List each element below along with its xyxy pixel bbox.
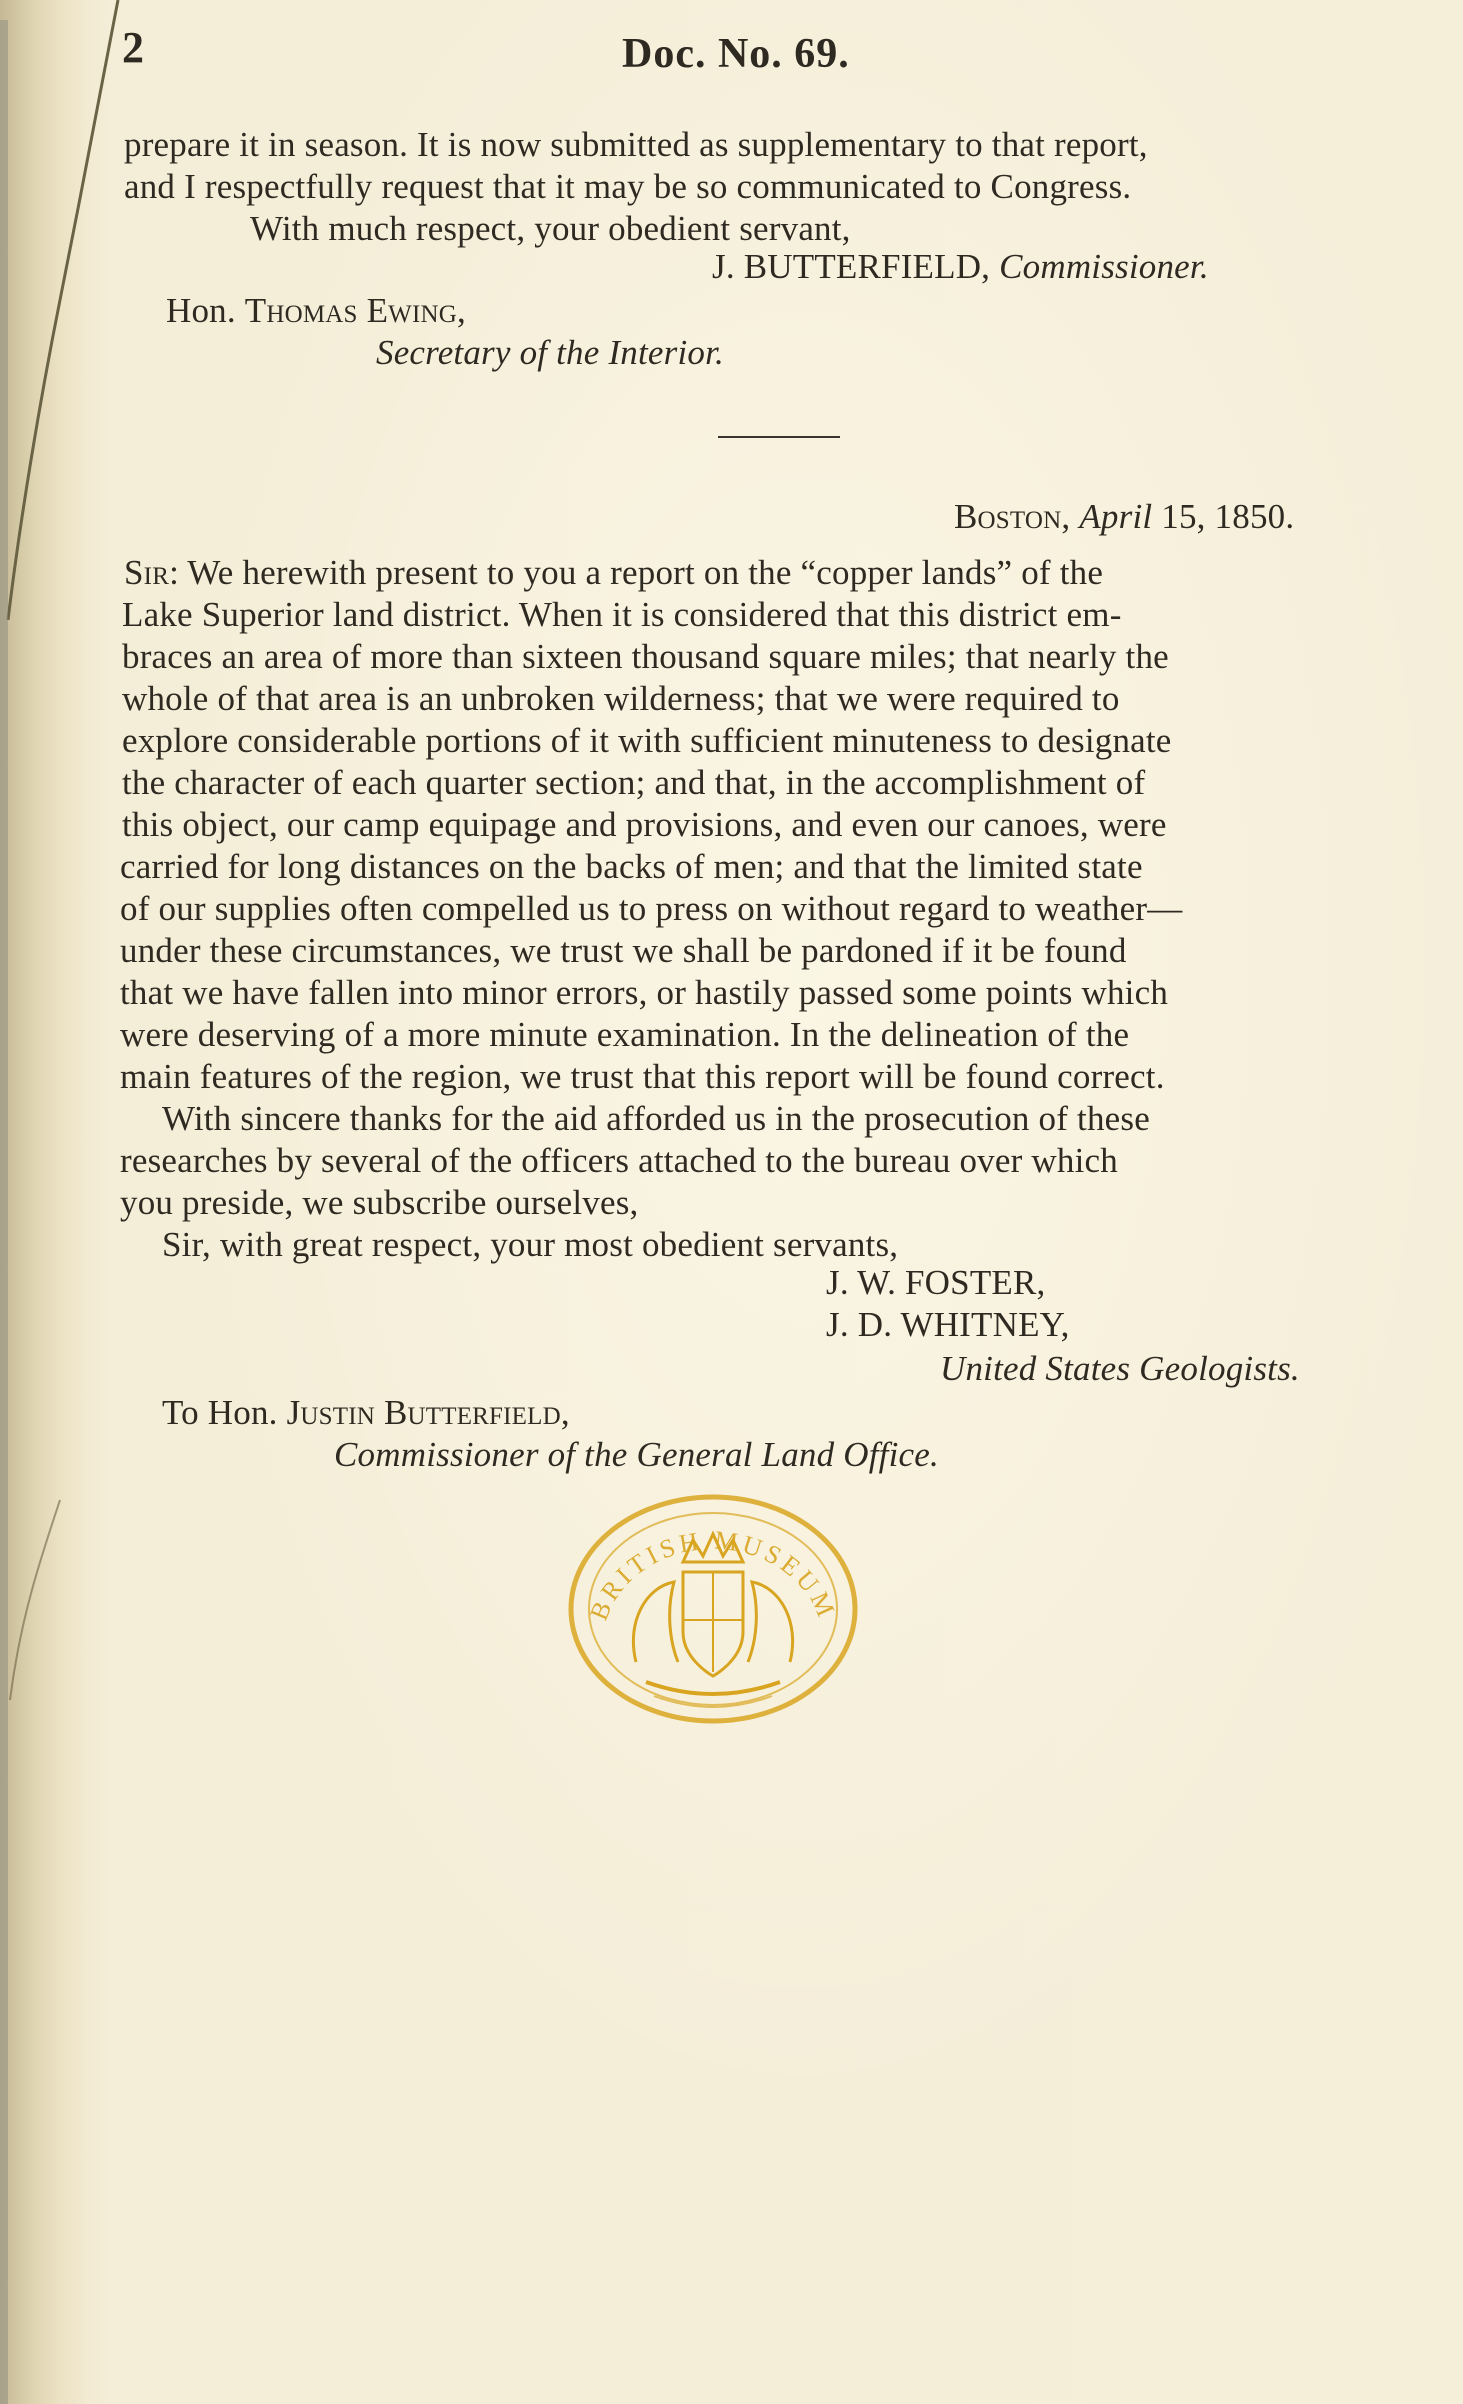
addressee-prefix: To Hon. <box>162 1393 278 1432</box>
letter-2-line-15: researches by several of the officers attached to the bureau over which <box>120 1141 1118 1180</box>
body-line: We herewith present to you a report on the “copper lands” of the <box>187 553 1104 592</box>
letter-1-signature <box>712 246 1209 288</box>
salutation: Sir: <box>124 553 179 592</box>
letter-1-line-1: prepare it in season. It is now submitted as supplementary to that report, <box>124 125 1148 164</box>
addressee-name: Justin Butterfield, <box>286 1393 570 1432</box>
addressee-title-2: of the <box>519 333 600 372</box>
letter-1-addressee <box>166 290 466 332</box>
letter-2-line-8: carried for long distances on the backs of men; and that the limited state <box>120 847 1143 886</box>
letter-2-line-9: of our supplies often compelled us to press on without regard to weather— <box>120 889 1183 928</box>
addressee-title-3: Interior. <box>608 333 725 372</box>
signature-title: Commissioner. <box>999 247 1209 286</box>
letter-2-line-7: this object, our camp equipage and provisions, and even our canoes, were <box>122 805 1167 844</box>
letter-2-line-12: were deserving of a more minute examination. In the delineation of the <box>120 1015 1130 1054</box>
letter-1-line-2: and I respectfully request that it may be so communicated to Congress. <box>124 167 1132 206</box>
svg-text:BRITISH MUSEUM: BRITISH MUSEUM <box>584 1525 842 1625</box>
page-fold <box>0 0 120 2404</box>
letter-2-line-4: whole of that area is an unbroken wilderness; that we were required to <box>122 679 1120 718</box>
letter-2-line-5: explore considerable portions of it with sufficient minuteness to designate <box>122 721 1172 760</box>
page-number: 2 <box>122 23 144 72</box>
addressee-name: Thomas Ewing, <box>244 291 466 330</box>
letter-2-line-1 <box>124 552 1103 594</box>
letter-2-line-10: under these circumstances, we trust we shall be pardoned if it be found <box>120 931 1127 970</box>
addressee-title-3: General Land Office. <box>636 1435 939 1474</box>
letter-2-addressee-title <box>334 1434 939 1476</box>
place: Boston, <box>954 497 1071 536</box>
date-month: April <box>1079 497 1153 536</box>
signer-2: J. D. WHITNEY, <box>826 1305 1070 1344</box>
letter-2-line-3: braces an area of more than sixteen thousand square miles; that nearly the <box>122 637 1169 676</box>
signature-name: J. BUTTERFIELD, <box>712 247 991 286</box>
section-divider <box>718 436 840 438</box>
letter-2-line-6: the character of each quarter section; and that, in the accomplishment of <box>122 763 1146 802</box>
letter-2-line-17: Sir, with great respect, your most obedient servants, <box>162 1225 899 1264</box>
letter-2-line-11: that we have fallen into minor errors, or hastily passed some points which <box>120 973 1169 1012</box>
signer-1: J. W. FOSTER, <box>826 1263 1046 1302</box>
letter-1-closing: With much respect, your obedient servant, <box>250 209 851 248</box>
letter-1-addressee-title <box>376 332 724 374</box>
doc-title: Doc. No. 69. <box>622 31 850 77</box>
letter-2-line-2: Lake Superior land district. When it is considered that this district em- <box>122 595 1122 634</box>
letter-2-line-13: main features of the region, we trust that this report will be found correct. <box>120 1057 1165 1096</box>
letter-2-line-16: you preside, we subscribe ourselves, <box>120 1183 639 1222</box>
museum-stamp <box>566 1492 860 1726</box>
signers-title: United States Geologists. <box>940 1349 1300 1388</box>
letter-2-dateline <box>954 496 1294 538</box>
addressee-title-2: of the <box>547 1435 628 1474</box>
letter-2-line-14: With sincere thanks for the aid afforded us in the prosecution of these <box>162 1099 1150 1138</box>
addressee-prefix: Hon. <box>166 291 236 330</box>
date-rest: 15, 1850. <box>1161 497 1295 536</box>
addressee-title-1: Commissioner <box>334 1435 539 1474</box>
addressee-title-1: Secretary <box>376 333 511 372</box>
letter-2-addressee <box>162 1392 570 1434</box>
